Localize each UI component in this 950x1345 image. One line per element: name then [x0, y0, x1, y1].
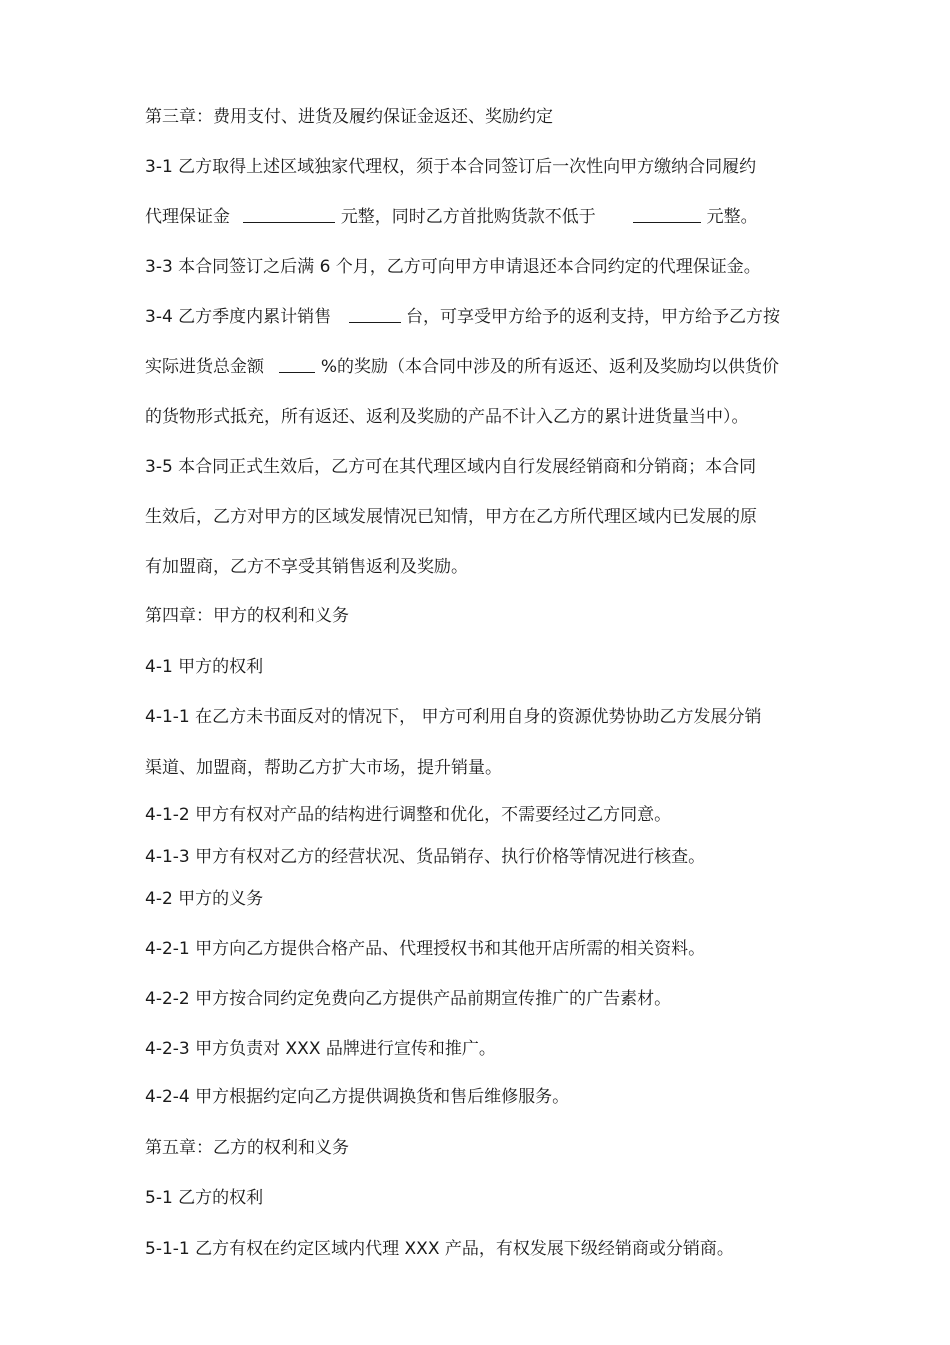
- clause-3-4-text-b: 台，可享受甲方给予的返利支持，甲方给予乙方按: [405, 307, 780, 327]
- section-4-1-text: 4-1 甲方的权利: [145, 657, 264, 677]
- clause-4-1-1-text-b: 渠道、加盟商，帮助乙方扩大市场，提升销量。: [145, 758, 502, 778]
- clause-3-3-text: 3-3 本合同签订之后满 6 个月，乙方可向甲方申请退还本合同约定的代理保证金。: [145, 257, 761, 277]
- clause-3-5-text-a: 3-5 本合同正式生效后，乙方可在其代理区域内自行发展经销商和分销商；本合同: [145, 457, 757, 477]
- chapter-5-heading: [145, 1137, 349, 1159]
- clause-4-2-3-text: 4-2-3 甲方负责对 XXX 品牌进行宣传和推广。: [145, 1039, 496, 1059]
- clause-4-2-2-text: 4-2-2 甲方按合同约定免费向乙方提供产品前期宣传推广的广告素材。: [145, 989, 672, 1009]
- chapter-3-heading-text: 第三章：费用支付、进货及履约保证金返还、奖励约定: [145, 107, 553, 127]
- section-4-2-text: 4-2 甲方的义务: [145, 889, 264, 909]
- deposit-amount-blank[interactable]: [243, 206, 335, 223]
- clause-4-2-4: [145, 1086, 569, 1108]
- reward-percent-text: %的奖励（本合同中涉及的所有返还、返利及奖励均以供货价: [320, 357, 779, 377]
- clause-3-5-text-b: 生效后，乙方对甲方的区域发展情况已知情，甲方在乙方所代理区域内已发展的原: [145, 507, 757, 527]
- section-5-1-text: 5-1 乙方的权利: [145, 1188, 264, 1208]
- clause-3-5-line-3: [145, 556, 468, 578]
- section-4-2-heading: [145, 888, 263, 910]
- chapter-4-heading-text: 第四章：甲方的权利和义务: [145, 606, 349, 626]
- reward-percent-blank[interactable]: [279, 356, 315, 373]
- section-4-1-heading: [145, 656, 263, 678]
- clause-3-3: [145, 256, 761, 278]
- clause-4-2-3: [145, 1038, 496, 1060]
- clause-3-1-text: 3-1 乙方取得上述区域独家代理权，须于本合同签订后一次性向甲方缴纳合同履约: [145, 157, 757, 177]
- section-5-1-heading: [145, 1187, 263, 1209]
- deposit-unit-text: 元整，同时乙方首批购货款不低于: [340, 207, 596, 227]
- deposit-label: 代理保证金: [145, 207, 230, 227]
- clause-4-2-1-text: 4-2-1 甲方向乙方提供合格产品、代理授权书和其他开店所需的相关资料。: [145, 939, 706, 959]
- sales-quantity-blank[interactable]: [349, 306, 401, 323]
- clause-4-2-2: [145, 988, 671, 1010]
- clause-3-4-text-a: 3-4 乙方季度内累计销售: [145, 307, 332, 327]
- clause-3-5-line-1: [145, 456, 756, 478]
- clause-5-1-1-text: 5-1-1 乙方有权在约定区域内代理 XXX 产品，有权发展下级经销商或分销商。: [145, 1239, 734, 1259]
- clause-4-1-2-text: 4-1-2 甲方有权对产品的结构进行调整和优化，不需要经过乙方同意。: [145, 805, 672, 825]
- clause-3-4-line-1: [145, 306, 780, 328]
- clause-3-1-line-1: [145, 156, 756, 178]
- chapter-5-heading-text: 第五章：乙方的权利和义务: [145, 1138, 349, 1158]
- first-purchase-unit-text: 元整。: [706, 207, 758, 227]
- clause-4-1-1-text-a: 4-1-1 在乙方未书面反对的情况下， 甲方可利用自身的资源优势协助乙方发展分销: [145, 707, 762, 727]
- clause-4-1-1-line-2: [145, 757, 502, 779]
- clause-3-4-line-3: [145, 406, 749, 428]
- clause-3-4-line-2: [145, 356, 779, 378]
- purchase-total-label: 实际进货总金额: [145, 357, 264, 377]
- clause-3-1-line-2: [145, 206, 758, 228]
- clause-4-1-1-line-1: [145, 706, 762, 728]
- clause-5-1-1: [145, 1238, 734, 1260]
- first-purchase-amount-blank[interactable]: [633, 206, 701, 223]
- clause-4-1-3: [145, 846, 705, 868]
- chapter-3-heading: [145, 106, 553, 128]
- clause-4-2-4-text: 4-2-4 甲方根据约定向乙方提供调换货和售后维修服务。: [145, 1087, 570, 1107]
- chapter-4-heading: [145, 605, 349, 627]
- clause-4-1-2: [145, 804, 671, 826]
- clause-4-1-3-text: 4-1-3 甲方有权对乙方的经营状况、货品销存、执行价格等情况进行核查。: [145, 847, 706, 867]
- clause-3-4-text-c: 的货物形式抵充，所有返还、返利及奖励的产品不计入乙方的累计进货量当中）。: [145, 407, 749, 427]
- clause-3-5-text-c: 有加盟商，乙方不享受其销售返利及奖励。: [145, 557, 468, 577]
- clause-3-5-line-2: [145, 506, 757, 528]
- clause-4-2-1: [145, 938, 705, 960]
